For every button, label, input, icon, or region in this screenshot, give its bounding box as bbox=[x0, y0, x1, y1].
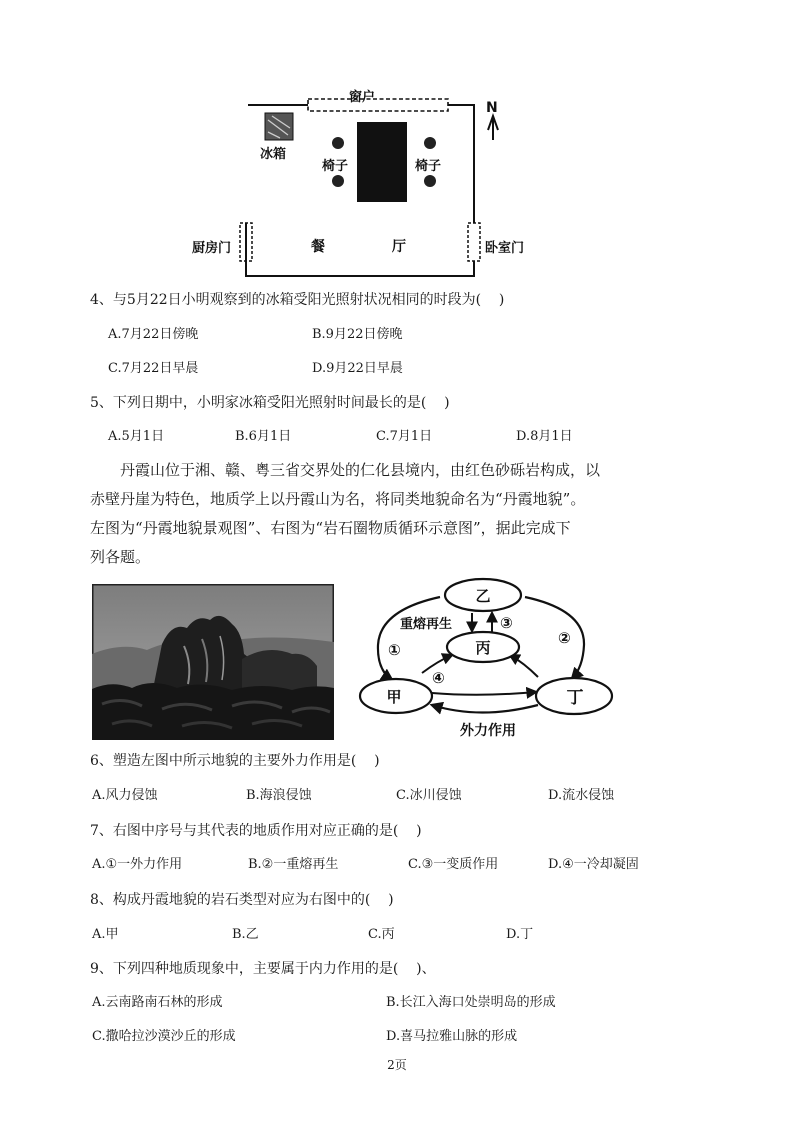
dining-label-right: 厅 bbox=[392, 239, 406, 255]
q8-option-d: D.丁 bbox=[506, 927, 534, 942]
passage-line-3: 左图为“丹霞地貌景观图”、右图为“岩石圈物质循环示意图”，据此完成下 bbox=[90, 519, 571, 537]
label-num-4: ④ bbox=[432, 669, 445, 687]
chair-left-top bbox=[332, 137, 344, 149]
north-label: N bbox=[486, 100, 498, 116]
passage-line-4: 列各题。 bbox=[90, 548, 151, 566]
q9-option-a: A.云南路南石林的形成 bbox=[92, 995, 223, 1010]
kitchen-door-label: 厨房门 bbox=[192, 241, 232, 256]
q7-option-a: A.①一外力作用 bbox=[92, 857, 183, 872]
label-num-2: ② bbox=[558, 629, 571, 647]
bedroom-door bbox=[468, 223, 480, 261]
chair-left-label: 椅子 bbox=[322, 159, 349, 174]
q4-option-a: A.7月22日傍晚 bbox=[108, 327, 199, 342]
q7-option-b: B.②一重熔再生 bbox=[248, 857, 339, 872]
label-external-force: 外力作用 bbox=[460, 723, 516, 739]
chair-right-bottom bbox=[424, 175, 436, 187]
question-5-stem: 5、下列日期中，小明家冰箱受阳光照射时间最长的是( ) bbox=[90, 395, 450, 411]
window-label: 窗户 bbox=[349, 90, 376, 105]
window-shape bbox=[308, 99, 448, 111]
passage-line-2: 赤壁丹崖为特色，地质学上以丹霞山为名，将同类地貌命名为“丹霞地貌”。 bbox=[90, 490, 586, 508]
q4-option-b: B.9月22日傍晚 bbox=[312, 327, 403, 342]
q6-option-a: A.风力侵蚀 bbox=[92, 788, 158, 803]
q9-option-d: D.喜马拉雅山脉的形成 bbox=[386, 1029, 518, 1044]
q6-option-c: C.冰川侵蚀 bbox=[396, 788, 462, 803]
q8-option-b: B.乙 bbox=[232, 927, 259, 942]
q5-option-c: C.7月1日 bbox=[376, 429, 433, 444]
q5-option-b: B.6月1日 bbox=[235, 429, 292, 444]
question-8-stem: 8、构成丹霞地貌的岩石类型对应为右图中的( ) bbox=[90, 892, 394, 908]
rock-cycle-diagram bbox=[340, 575, 630, 745]
passage bbox=[90, 456, 700, 572]
q4-option-d: D.9月22日早晨 bbox=[312, 361, 403, 376]
label-num-3: ③ bbox=[500, 614, 513, 632]
passage-line-1: 丹霞山位于湘、赣、粤三省交界处的仁化县境内，由红色砂砾岩构成，以 bbox=[90, 461, 601, 479]
bedroom-door-label: 卧室门 bbox=[485, 241, 525, 256]
q7-option-d: D.④一冷却凝固 bbox=[548, 857, 639, 872]
chair-left-bottom bbox=[332, 175, 344, 187]
danxia-landscape-photo bbox=[92, 584, 334, 740]
q8-option-a: A.甲 bbox=[92, 927, 119, 942]
q5-option-d: D.8月1日 bbox=[516, 429, 573, 444]
q9-option-c: C.撒哈拉沙漠沙丘的形成 bbox=[92, 1029, 236, 1044]
q7-option-c: C.③一变质作用 bbox=[408, 857, 499, 872]
node-jia-label: 甲 bbox=[386, 688, 402, 706]
node-bing-label: 丙 bbox=[475, 639, 491, 657]
question-7-stem: 7、右图中序号与其代表的地质作用对应正确的是( ) bbox=[90, 823, 422, 839]
q6-option-d: D.流水侵蚀 bbox=[548, 788, 615, 803]
q8-option-c: C.丙 bbox=[368, 927, 395, 942]
dining-label-left: 餐 bbox=[311, 239, 325, 255]
dining-table bbox=[357, 122, 407, 202]
label-remelt: 重熔再生 bbox=[400, 617, 453, 632]
node-yi-label: 乙 bbox=[475, 587, 491, 605]
q4-option-c: C.7月22日早晨 bbox=[108, 361, 199, 376]
fridge-label: 冰箱 bbox=[260, 147, 287, 162]
room-layout-diagram bbox=[180, 80, 520, 290]
chair-right-label: 椅子 bbox=[415, 159, 442, 174]
question-6-stem: 6、塑造左图中所示地貌的主要外力作用是( ) bbox=[90, 753, 380, 769]
label-num-1: ① bbox=[388, 641, 401, 659]
page-number: 2页 bbox=[387, 1058, 407, 1072]
node-ding-label: 丁 bbox=[566, 688, 584, 708]
q5-option-a: A.5月1日 bbox=[108, 429, 165, 444]
question-9-stem: 9、下列四种地质现象中，主要属于内力作用的是( )、 bbox=[90, 961, 436, 977]
q6-option-b: B.海浪侵蚀 bbox=[246, 788, 312, 803]
q9-option-b: B.长江入海口处崇明岛的形成 bbox=[386, 995, 556, 1010]
question-4-stem: 4、与5月22日小明观察到的冰箱受阳光照射状况相同的时段为( ) bbox=[90, 292, 505, 308]
chair-right-top bbox=[424, 137, 436, 149]
